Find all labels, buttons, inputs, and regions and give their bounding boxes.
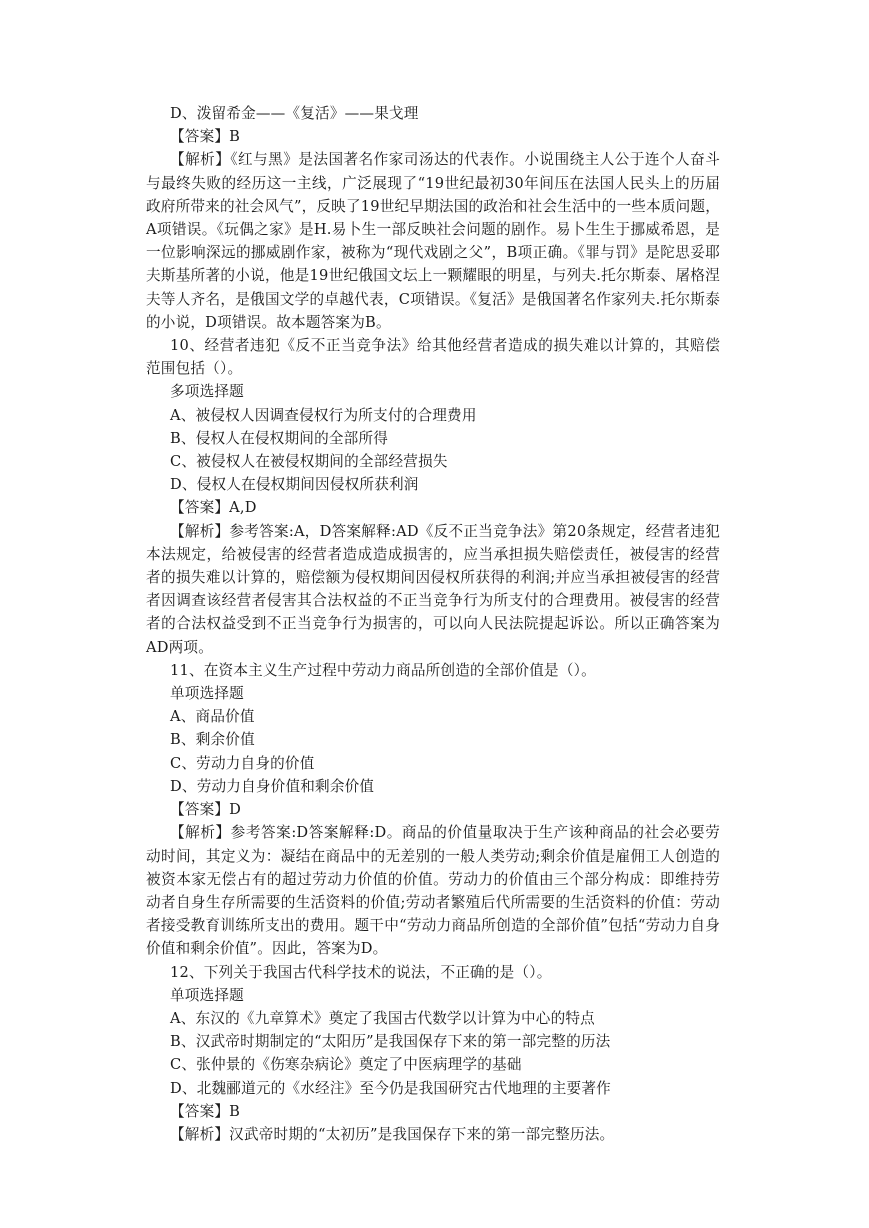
option-c-q11: C、劳动力自身的价值 (170, 754, 315, 772)
option-d-q12: D、北魏郦道元的《水经注》至今仍是我国研究古代地理的主要著作 (170, 1079, 611, 1097)
option-a-q11: A、商品价值 (170, 708, 255, 726)
explanation-q12: 【解析】汉武帝时期的“太初历”是我国保存下来的第一部完整历法。 (170, 1125, 615, 1143)
answer-q9: 【答案】B (170, 128, 241, 146)
option-c-q10: C、被侵权人在被侵权期间的全部经营损失 (170, 453, 448, 471)
document-body (146, 102, 720, 1146)
answer-q12: 【答案】B (170, 1102, 241, 1120)
question-type-q10: 多项选择题 (170, 383, 244, 401)
option-b-q11: B、剩余价值 (170, 731, 255, 749)
answer-q11: 【答案】D (170, 801, 242, 819)
option-d-q11: D、劳动力自身价值和剩余价值 (170, 777, 375, 795)
question-type-q12: 单项选择题 (170, 986, 244, 1004)
option-d-q10: D、侵权人在侵权期间因侵权所获利润 (170, 476, 419, 494)
option-c-q12: C、张仲景的《伤寒杂病论》奠定了中医病理学的基础 (170, 1056, 522, 1074)
explanation-q11: 【解析】参考答案:D答案解释:D。商品的价值量取决于生产该种商品的社会必要劳动时间，其定义为：凝结在商品中的无差别的一般人类劳动;剩余价值是雇佣工人创造的被资本家无偿占有的超过劳动力价值的价值。劳动力的价值由三个部分构成：即维持劳动者自身生存所需要的生活资料的价值;劳动者繁殖后代所需要的生活资料的价值：劳动者接受教育训练所支出的费用。题干中“劳动力商品所创造的全部价值”包括“劳动力自身价值和剩余价值”。因此，答案为D。 (146, 824, 720, 958)
question-12: 12、下列关于我国古代科学技术的说法，不正确的是（）。 (170, 963, 552, 981)
option-d-q9: D、泼留希金——《复活》——果戈理 (170, 105, 419, 122)
option-b-q12: B、汉武帝时期制定的“太阳历”是我国保存下来的第一部完整的历法 (170, 1033, 611, 1051)
option-b-q10: B、侵权人在侵权期间的全部所得 (170, 429, 389, 447)
question-11: 11、在资本主义生产过程中劳动力商品所创造的全部价值是（）。 (170, 661, 596, 679)
explanation-q10: 【解析】参考答案:A，D答案解释:AD《反不正当竞争法》第20条规定，经营者违犯本法规定，给被侵害的经营者造成造成损害的，应当承担损失赔偿责任，被侵害的经营者的损失难以计算的，赔偿额为侵权期间因侵权所获得的利润;并应当承担被侵害的经营者因调查该经营者侵害其合法权益的不正当竞争行为所支付的合理费用。被侵害的经营者的合法权益受到不正当竞争行为损害的，可以向人民法院提起诉讼。所以正确答案为AD两项。 (146, 522, 720, 656)
answer-q10: 【答案】A,D (170, 499, 257, 517)
question-10: 10、经营者违犯《反不正当竞争法》给其他经营者造成的损失难以计算的，其赔偿范围包括（）。 (146, 337, 720, 378)
explanation-q9: 【解析】《红与黑》是法国著名作家司汤达的代表作。小说围绕主人公于连个人奋斗与最终失败的经历这一主线，广泛展现了“19世纪最初30年间压在法国人民头上的历届政府所带来的社会风气”，反映了19世纪早期法国的政治和社会生活中的一些本质问题，A项错误。《玩偶之家》是H.易卜生一部反映社会问题的剧作。易卜生生于挪威希恩，是一位影响深远的挪威剧作家，被称为“现代戏剧之父”，B项正确。《罪与罚》是陀思妥耶夫斯基所著的小说，他是19世纪俄国文坛上一颗耀眼的明星，与列夫.托尔斯泰、屠格涅夫等人齐名，是俄国文学的卓越代表，C项错误。《复活》是俄国著名作家列夫.托尔斯泰的小说，D项错误。故本题答案为B。 (146, 151, 721, 331)
option-a-q12: A、东汉的《九章算术》奠定了我国古代数学以计算为中心的特点 (170, 1009, 595, 1027)
option-a-q10: A、被侵权人因调查侵权行为所支付的合理费用 (170, 406, 477, 424)
question-type-q11: 单项选择题 (170, 685, 244, 703)
